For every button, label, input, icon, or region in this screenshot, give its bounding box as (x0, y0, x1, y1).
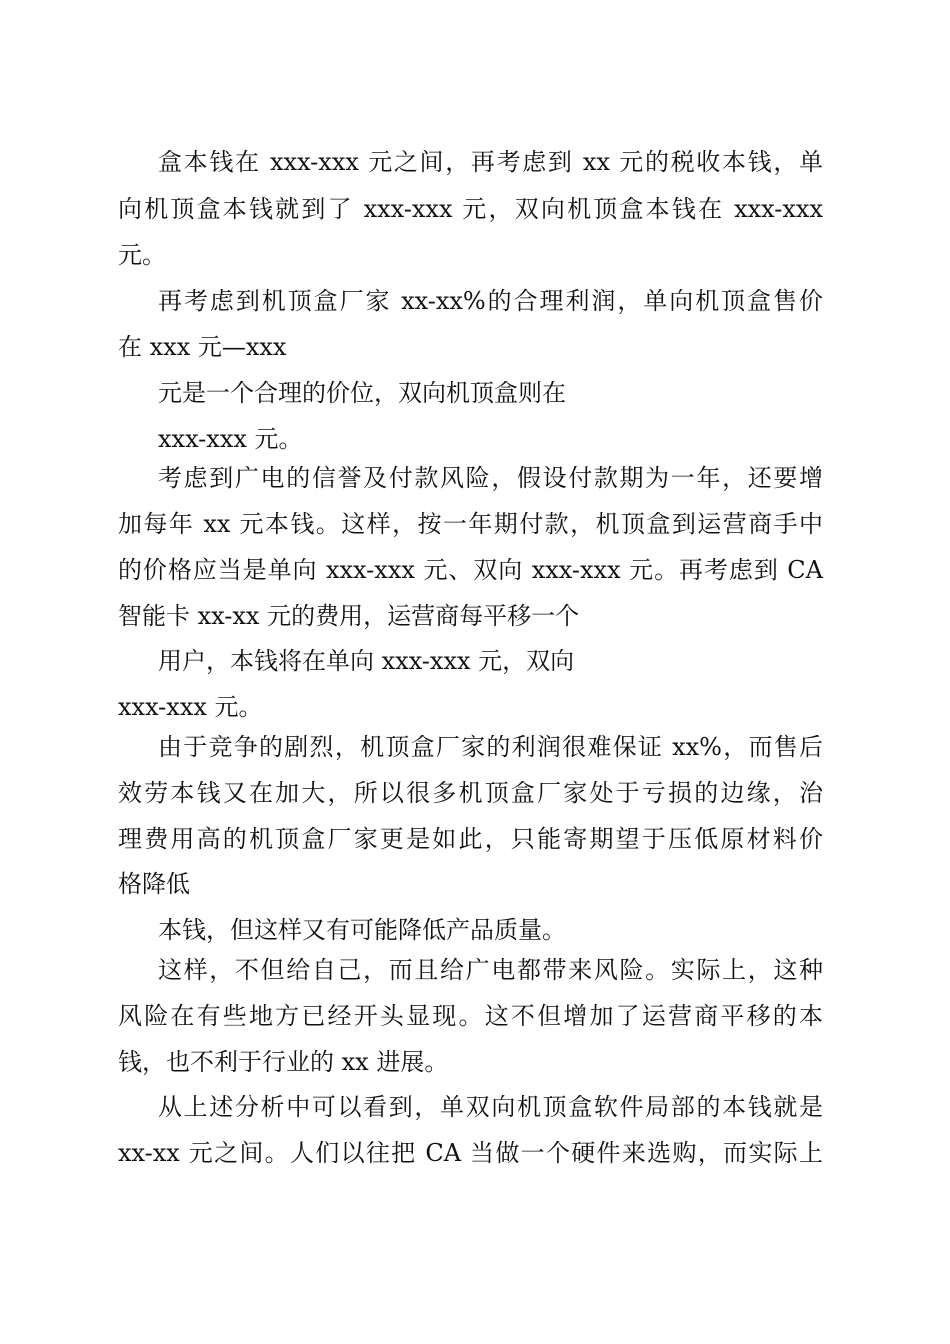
text-line: 风险在有些地方已经开头显现。这不但增加了运营商平移的本 (118, 1002, 823, 1030)
text-line: xxx-xxx 元。 (158, 425, 303, 453)
text-line: xxx-xxx 元。 (118, 693, 263, 721)
text-line: 理费用高的机顶盒厂家更是如此，只能寄期望于压低原材料价 (118, 825, 823, 853)
text-line: 钱，也不利于行业的 xx 进展。 (118, 1048, 449, 1076)
text-line: 本钱，但这样又有可能降低产品质量。 (158, 916, 566, 944)
text-line: 盒本钱在 xxx-xxx 元之间，再考虑到 xx 元的税收本钱，单 (158, 148, 823, 176)
text-line: 在 xxx 元—xxx (118, 333, 287, 361)
text-line: 格降低 (118, 870, 190, 898)
text-line: 由于竞争的剧烈，机顶盒厂家的利润很难保证 xx%，而售后 (158, 733, 823, 761)
text-line: xx-xx 元之间。人们以往把 CA 当做一个硬件来选购，而实际上 (118, 1139, 823, 1167)
text-line: 元。 (118, 241, 166, 269)
text-line: 效劳本钱又在加大，所以很多机顶盒厂家处于亏损的边缘，治 (118, 779, 823, 807)
text-line: 这样，不但给自己，而且给广电都带来风险。实际上，这种 (158, 956, 823, 984)
text-line: 加每年 xx 元本钱。这样，按一年期付款，机顶盒到运营商手中 (118, 510, 823, 538)
text-line: 再考虑到机顶盒厂家 xx-xx%的合理利润，单向机顶盒售价 (158, 287, 823, 315)
text-line: 从上述分析中可以看到，单双向机顶盒软件局部的本钱就是 (158, 1093, 823, 1121)
text-line: 的价格应当是单向 xxx-xxx 元、双向 xxx-xxx 元。再考虑到 CA (118, 556, 823, 584)
text-line: 元是一个合理的价位，双向机顶盒则在 (158, 379, 566, 407)
text-line: 智能卡 xx-xx 元的费用，运营商每平移一个 (118, 602, 580, 630)
text-line: 向机顶盒本钱就到了 xxx-xxx 元，双向机顶盒本钱在 xxx-xxx (118, 195, 823, 223)
text-line: 用户，本钱将在单向 xxx-xxx 元，双向 (158, 647, 575, 675)
text-line: 考虑到广电的信誉及付款风险，假设付款期为一年，还要增 (158, 464, 823, 492)
